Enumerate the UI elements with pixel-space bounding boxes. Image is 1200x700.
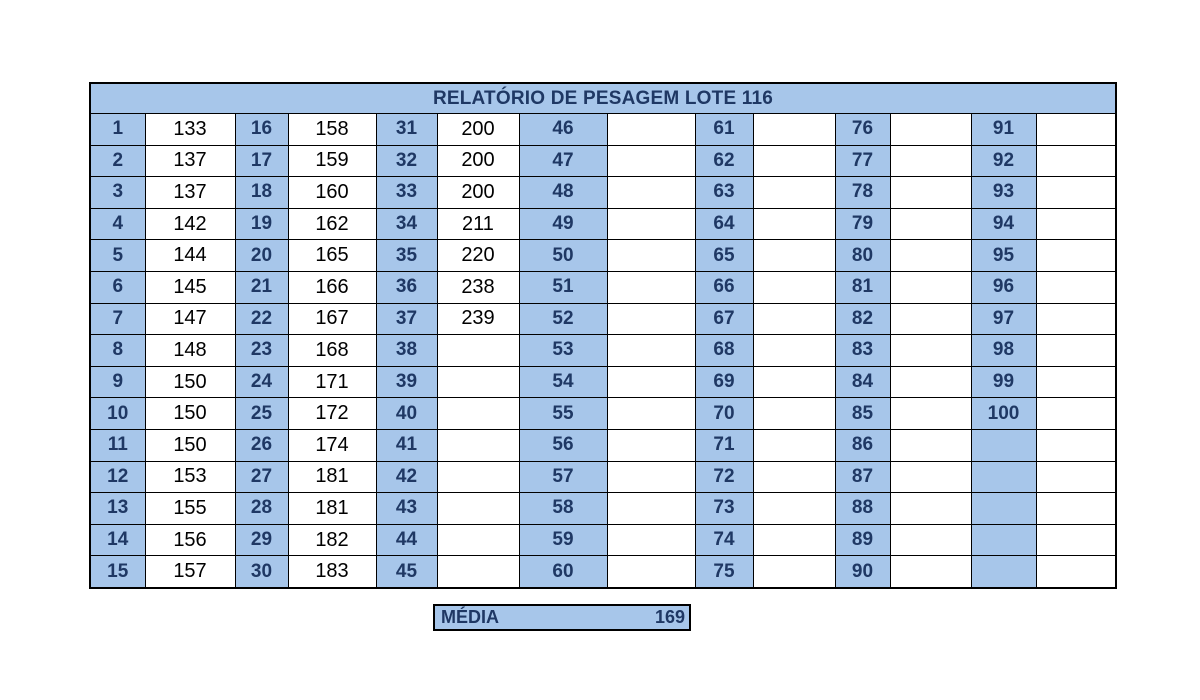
weight-cell — [890, 429, 971, 461]
weight-cell: 168 — [288, 335, 376, 367]
weight-cell — [753, 271, 835, 303]
animal-number-cell: 85 — [835, 398, 890, 430]
animal-number-cell: 77 — [835, 145, 890, 177]
animal-number-cell: 82 — [835, 303, 890, 335]
empty-index-cell — [971, 493, 1036, 525]
weight-cell — [1036, 366, 1116, 398]
animal-number-cell: 42 — [376, 461, 437, 493]
weight-cell: 211 — [437, 208, 519, 240]
animal-number-cell: 44 — [376, 524, 437, 556]
weight-cell — [607, 335, 695, 367]
animal-number-cell: 54 — [519, 366, 607, 398]
animal-number-cell: 10 — [90, 398, 145, 430]
animal-number-cell: 100 — [971, 398, 1036, 430]
animal-number-cell: 31 — [376, 114, 437, 146]
animal-number-cell: 16 — [235, 114, 288, 146]
table-row — [90, 240, 1116, 272]
weight-cell — [890, 398, 971, 430]
animal-number-cell: 18 — [235, 177, 288, 209]
animal-number-cell: 84 — [835, 366, 890, 398]
animal-number-cell: 6 — [90, 271, 145, 303]
table-row — [90, 556, 1116, 588]
average-box — [433, 604, 691, 631]
weight-cell — [437, 461, 519, 493]
animal-number-cell: 51 — [519, 271, 607, 303]
table-row — [90, 429, 1116, 461]
animal-number-cell: 99 — [971, 366, 1036, 398]
animal-number-cell: 33 — [376, 177, 437, 209]
average-value: 169 — [654, 607, 685, 627]
weight-cell — [753, 240, 835, 272]
title-row — [90, 83, 1116, 114]
weight-cell: 145 — [145, 271, 235, 303]
animal-number-cell: 25 — [235, 398, 288, 430]
animal-number-cell: 64 — [695, 208, 753, 240]
weight-cell — [753, 208, 835, 240]
weight-cell — [437, 429, 519, 461]
weight-cell — [607, 271, 695, 303]
weight-cell: 150 — [145, 429, 235, 461]
table-row — [90, 114, 1116, 146]
weight-cell: 159 — [288, 145, 376, 177]
animal-number-cell: 19 — [235, 208, 288, 240]
animal-number-cell: 49 — [519, 208, 607, 240]
empty-index-cell — [971, 461, 1036, 493]
animal-number-cell: 97 — [971, 303, 1036, 335]
weight-cell — [753, 145, 835, 177]
weight-cell: 155 — [145, 493, 235, 525]
weight-cell — [607, 398, 695, 430]
weight-cell — [1036, 461, 1116, 493]
weight-cell: 200 — [437, 114, 519, 146]
animal-number-cell: 46 — [519, 114, 607, 146]
weight-cell — [753, 556, 835, 588]
weight-cell — [607, 303, 695, 335]
animal-number-cell: 1 — [90, 114, 145, 146]
animal-number-cell: 83 — [835, 335, 890, 367]
animal-number-cell: 65 — [695, 240, 753, 272]
table-row — [90, 303, 1116, 335]
empty-index-cell — [971, 556, 1036, 588]
weight-cell — [1036, 335, 1116, 367]
weighing-report-sheet — [89, 82, 1115, 627]
weight-cell — [607, 208, 695, 240]
weight-cell: 182 — [288, 524, 376, 556]
weight-cell — [753, 429, 835, 461]
animal-number-cell: 35 — [376, 240, 437, 272]
average-label: MÉDIA — [441, 607, 499, 627]
animal-number-cell: 63 — [695, 177, 753, 209]
animal-number-cell: 28 — [235, 493, 288, 525]
weight-cell — [1036, 429, 1116, 461]
animal-number-cell: 26 — [235, 429, 288, 461]
animal-number-cell: 80 — [835, 240, 890, 272]
table-row — [90, 366, 1116, 398]
animal-number-cell: 15 — [90, 556, 145, 588]
animal-number-cell: 48 — [519, 177, 607, 209]
animal-number-cell: 88 — [835, 493, 890, 525]
animal-number-cell: 45 — [376, 556, 437, 588]
table-row — [90, 177, 1116, 209]
animal-number-cell: 36 — [376, 271, 437, 303]
animal-number-cell: 86 — [835, 429, 890, 461]
animal-number-cell: 21 — [235, 271, 288, 303]
animal-number-cell: 90 — [835, 556, 890, 588]
animal-number-cell: 66 — [695, 271, 753, 303]
weight-cell: 137 — [145, 145, 235, 177]
table-row — [90, 271, 1116, 303]
weight-cell — [1036, 493, 1116, 525]
weight-cell — [607, 429, 695, 461]
weight-cell — [607, 177, 695, 209]
animal-number-cell: 57 — [519, 461, 607, 493]
weight-cell — [607, 461, 695, 493]
animal-number-cell: 58 — [519, 493, 607, 525]
animal-number-cell: 4 — [90, 208, 145, 240]
weight-cell — [753, 303, 835, 335]
weight-cell — [437, 366, 519, 398]
weight-cell — [1036, 145, 1116, 177]
weight-cell: 172 — [288, 398, 376, 430]
weight-cell — [607, 366, 695, 398]
weight-cell — [890, 145, 971, 177]
animal-number-cell: 29 — [235, 524, 288, 556]
weight-cell — [753, 335, 835, 367]
weight-cell: 174 — [288, 429, 376, 461]
weight-cell: 150 — [145, 366, 235, 398]
animal-number-cell: 41 — [376, 429, 437, 461]
weight-cell — [890, 271, 971, 303]
animal-number-cell: 13 — [90, 493, 145, 525]
animal-number-cell: 75 — [695, 556, 753, 588]
weight-cell — [890, 493, 971, 525]
weight-cell: 137 — [145, 177, 235, 209]
animal-number-cell: 56 — [519, 429, 607, 461]
weight-cell: 165 — [288, 240, 376, 272]
animal-number-cell: 55 — [519, 398, 607, 430]
weight-cell: 156 — [145, 524, 235, 556]
animal-number-cell: 22 — [235, 303, 288, 335]
animal-number-cell: 24 — [235, 366, 288, 398]
weight-cell — [890, 208, 971, 240]
weight-cell — [607, 114, 695, 146]
weight-cell: 183 — [288, 556, 376, 588]
weight-cell: 166 — [288, 271, 376, 303]
weight-cell — [607, 493, 695, 525]
animal-number-cell: 34 — [376, 208, 437, 240]
animal-number-cell: 91 — [971, 114, 1036, 146]
weight-cell — [890, 556, 971, 588]
weight-cell: 148 — [145, 335, 235, 367]
animal-number-cell: 73 — [695, 493, 753, 525]
table-row — [90, 208, 1116, 240]
animal-number-cell: 11 — [90, 429, 145, 461]
animal-number-cell: 23 — [235, 335, 288, 367]
animal-number-cell: 96 — [971, 271, 1036, 303]
animal-number-cell: 71 — [695, 429, 753, 461]
animal-number-cell: 9 — [90, 366, 145, 398]
animal-number-cell: 20 — [235, 240, 288, 272]
animal-number-cell: 30 — [235, 556, 288, 588]
animal-number-cell: 74 — [695, 524, 753, 556]
weight-cell: 133 — [145, 114, 235, 146]
animal-number-cell: 59 — [519, 524, 607, 556]
animal-number-cell: 53 — [519, 335, 607, 367]
animal-number-cell: 43 — [376, 493, 437, 525]
weight-cell — [1036, 177, 1116, 209]
table-row — [90, 145, 1116, 177]
animal-number-cell: 67 — [695, 303, 753, 335]
weight-cell — [753, 177, 835, 209]
empty-index-cell — [971, 429, 1036, 461]
report-title: RELATÓRIO DE PESAGEM LOTE 116 — [90, 83, 1116, 114]
table-row — [90, 398, 1116, 430]
weight-cell — [890, 240, 971, 272]
animal-number-cell: 69 — [695, 366, 753, 398]
weight-cell — [1036, 271, 1116, 303]
animal-number-cell: 68 — [695, 335, 753, 367]
weight-cell — [753, 493, 835, 525]
weight-cell: 167 — [288, 303, 376, 335]
animal-number-cell: 38 — [376, 335, 437, 367]
weight-cell — [437, 556, 519, 588]
weight-cell — [890, 366, 971, 398]
animal-number-cell: 98 — [971, 335, 1036, 367]
weight-cell: 147 — [145, 303, 235, 335]
animal-number-cell: 7 — [90, 303, 145, 335]
weight-cell — [753, 524, 835, 556]
animal-number-cell: 32 — [376, 145, 437, 177]
weight-cell — [607, 524, 695, 556]
weight-cell: 142 — [145, 208, 235, 240]
animal-number-cell: 5 — [90, 240, 145, 272]
animal-number-cell: 61 — [695, 114, 753, 146]
weight-cell: 162 — [288, 208, 376, 240]
weight-cell — [890, 335, 971, 367]
weight-cell: 150 — [145, 398, 235, 430]
animal-number-cell: 92 — [971, 145, 1036, 177]
empty-index-cell — [971, 524, 1036, 556]
animal-number-cell: 17 — [235, 145, 288, 177]
weight-cell: 144 — [145, 240, 235, 272]
weight-cell — [1036, 556, 1116, 588]
weight-cell — [890, 177, 971, 209]
weight-cell — [607, 145, 695, 177]
weight-cell — [607, 240, 695, 272]
weight-cell — [1036, 240, 1116, 272]
animal-number-cell: 72 — [695, 461, 753, 493]
weight-cell: 181 — [288, 493, 376, 525]
animal-number-cell: 14 — [90, 524, 145, 556]
animal-number-cell: 95 — [971, 240, 1036, 272]
weight-cell — [437, 493, 519, 525]
weight-cell — [753, 114, 835, 146]
weight-cell — [437, 335, 519, 367]
weight-cell: 160 — [288, 177, 376, 209]
weight-cell: 171 — [288, 366, 376, 398]
weight-cell — [1036, 303, 1116, 335]
weight-cell — [753, 398, 835, 430]
animal-number-cell: 60 — [519, 556, 607, 588]
animal-number-cell: 93 — [971, 177, 1036, 209]
weighing-report-table — [89, 82, 1117, 589]
animal-number-cell: 81 — [835, 271, 890, 303]
table-row — [90, 335, 1116, 367]
animal-number-cell: 3 — [90, 177, 145, 209]
weight-cell: 157 — [145, 556, 235, 588]
weight-cell — [607, 556, 695, 588]
animal-number-cell: 94 — [971, 208, 1036, 240]
weight-cell — [890, 303, 971, 335]
weight-cell: 158 — [288, 114, 376, 146]
weight-cell — [890, 461, 971, 493]
animal-number-cell: 78 — [835, 177, 890, 209]
animal-number-cell: 27 — [235, 461, 288, 493]
table-row — [90, 461, 1116, 493]
weight-cell — [1036, 208, 1116, 240]
animal-number-cell: 40 — [376, 398, 437, 430]
weight-cell: 239 — [437, 303, 519, 335]
animal-number-cell: 52 — [519, 303, 607, 335]
weight-cell — [437, 524, 519, 556]
weight-cell — [890, 524, 971, 556]
animal-number-cell: 87 — [835, 461, 890, 493]
weight-cell — [753, 461, 835, 493]
animal-number-cell: 12 — [90, 461, 145, 493]
weight-cell — [1036, 398, 1116, 430]
weight-cell — [890, 114, 971, 146]
table-row — [90, 524, 1116, 556]
animal-number-cell: 39 — [376, 366, 437, 398]
weight-cell: 153 — [145, 461, 235, 493]
weight-cell: 181 — [288, 461, 376, 493]
weight-cell: 220 — [437, 240, 519, 272]
animal-number-cell: 50 — [519, 240, 607, 272]
table-row — [90, 493, 1116, 525]
weight-cell: 238 — [437, 271, 519, 303]
weight-cell: 200 — [437, 145, 519, 177]
animal-number-cell: 62 — [695, 145, 753, 177]
animal-number-cell: 2 — [90, 145, 145, 177]
weight-cell — [753, 366, 835, 398]
weight-cell: 200 — [437, 177, 519, 209]
animal-number-cell: 8 — [90, 335, 145, 367]
animal-number-cell: 37 — [376, 303, 437, 335]
animal-number-cell: 89 — [835, 524, 890, 556]
animal-number-cell: 70 — [695, 398, 753, 430]
animal-number-cell: 76 — [835, 114, 890, 146]
weight-cell — [1036, 114, 1116, 146]
weight-cell — [437, 398, 519, 430]
weight-cell — [1036, 524, 1116, 556]
animal-number-cell: 79 — [835, 208, 890, 240]
animal-number-cell: 47 — [519, 145, 607, 177]
